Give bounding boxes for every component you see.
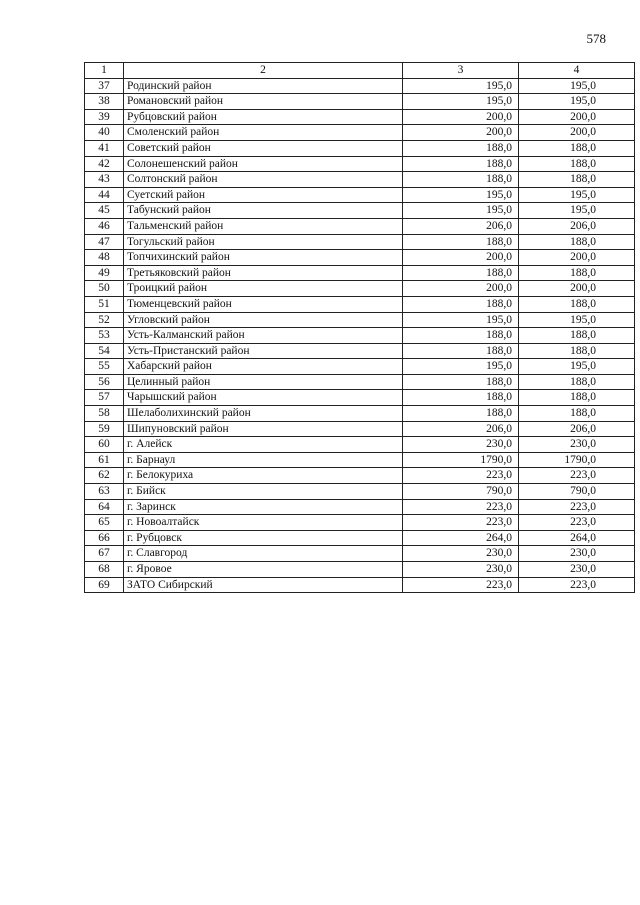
row-number-cell: 52: [85, 312, 124, 328]
value-col-3-cell: 188,0: [403, 140, 519, 156]
value-col-3-cell: 200,0: [403, 109, 519, 125]
row-number-cell: 44: [85, 187, 124, 203]
header-col-4: 4: [519, 63, 635, 79]
row-number-cell: 51: [85, 296, 124, 312]
district-name-cell: Солонешенский район: [124, 156, 403, 172]
table-body: [85, 78, 635, 593]
value-col-3-cell: 188,0: [403, 234, 519, 250]
value-col-3-cell: 188,0: [403, 296, 519, 312]
row-number-cell: 48: [85, 250, 124, 266]
row-number-cell: 64: [85, 499, 124, 515]
district-name-cell: г. Заринск: [124, 499, 403, 515]
district-name-cell: Тюменцевский район: [124, 296, 403, 312]
table-row: [85, 343, 635, 359]
value-col-3-cell: 188,0: [403, 374, 519, 390]
value-col-3-cell: 206,0: [403, 421, 519, 437]
value-col-3-cell: 188,0: [403, 406, 519, 422]
value-col-4-cell: 223,0: [519, 577, 635, 593]
value-col-4-cell: 188,0: [519, 172, 635, 188]
value-col-4-cell: 195,0: [519, 94, 635, 110]
district-name-cell: Целинный район: [124, 374, 403, 390]
table-row: [85, 530, 635, 546]
district-name-cell: Шелаболихинский район: [124, 406, 403, 422]
row-number-cell: 38: [85, 94, 124, 110]
table-row: [85, 281, 635, 297]
district-name-cell: Третьяковский район: [124, 265, 403, 281]
district-name-cell: Хабарский район: [124, 359, 403, 375]
district-name-cell: г. Барнаул: [124, 452, 403, 468]
row-number-cell: 40: [85, 125, 124, 141]
header-col-1: 1: [85, 63, 124, 79]
table-row: [85, 94, 635, 110]
row-number-cell: 60: [85, 437, 124, 453]
district-name-cell: г. Алейск: [124, 437, 403, 453]
value-col-3-cell: 188,0: [403, 172, 519, 188]
table-row: [85, 484, 635, 500]
table-row: [85, 109, 635, 125]
value-col-4-cell: 230,0: [519, 562, 635, 578]
district-name-cell: г. Рубцовск: [124, 530, 403, 546]
row-number-cell: 54: [85, 343, 124, 359]
row-number-cell: 61: [85, 452, 124, 468]
table-row: [85, 562, 635, 578]
district-name-cell: Рубцовский район: [124, 109, 403, 125]
value-col-4-cell: 200,0: [519, 281, 635, 297]
value-col-4-cell: 188,0: [519, 296, 635, 312]
table-row: [85, 312, 635, 328]
value-col-3-cell: 223,0: [403, 515, 519, 531]
value-col-3-cell: 223,0: [403, 499, 519, 515]
row-number-cell: 63: [85, 484, 124, 500]
value-col-4-cell: 188,0: [519, 156, 635, 172]
district-name-cell: Троицкий район: [124, 281, 403, 297]
district-name-cell: Усть-Калманский район: [124, 328, 403, 344]
value-col-3-cell: 200,0: [403, 281, 519, 297]
row-number-cell: 39: [85, 109, 124, 125]
value-col-4-cell: 188,0: [519, 343, 635, 359]
value-col-4-cell: 200,0: [519, 109, 635, 125]
value-col-4-cell: 223,0: [519, 515, 635, 531]
table-row: [85, 250, 635, 266]
value-col-4-cell: 195,0: [519, 78, 635, 94]
district-name-cell: ЗАТО Сибирский: [124, 577, 403, 593]
table-row: [85, 577, 635, 593]
value-col-4-cell: 188,0: [519, 140, 635, 156]
value-col-4-cell: 188,0: [519, 390, 635, 406]
value-col-4-cell: 206,0: [519, 218, 635, 234]
district-name-cell: Романовский район: [124, 94, 403, 110]
value-col-3-cell: 230,0: [403, 562, 519, 578]
header-col-3: 3: [403, 63, 519, 79]
table-row: [85, 125, 635, 141]
table-row: [85, 390, 635, 406]
district-name-cell: Шипуновский район: [124, 421, 403, 437]
table-row: [85, 140, 635, 156]
row-number-cell: 58: [85, 406, 124, 422]
value-col-3-cell: 188,0: [403, 390, 519, 406]
value-col-4-cell: 264,0: [519, 530, 635, 546]
value-col-4-cell: 188,0: [519, 406, 635, 422]
value-col-4-cell: 790,0: [519, 484, 635, 500]
row-number-cell: 59: [85, 421, 124, 437]
value-col-4-cell: 188,0: [519, 374, 635, 390]
table-row: [85, 452, 635, 468]
row-number-cell: 62: [85, 468, 124, 484]
value-col-3-cell: 264,0: [403, 530, 519, 546]
value-col-3-cell: 200,0: [403, 125, 519, 141]
value-col-4-cell: 230,0: [519, 546, 635, 562]
table-header: [85, 63, 635, 79]
value-col-3-cell: 230,0: [403, 546, 519, 562]
district-name-cell: Табунский район: [124, 203, 403, 219]
value-col-3-cell: 206,0: [403, 218, 519, 234]
district-name-cell: г. Белокуриха: [124, 468, 403, 484]
value-col-3-cell: 195,0: [403, 203, 519, 219]
table-row: [85, 218, 635, 234]
table-row: [85, 203, 635, 219]
data-table: [84, 62, 635, 593]
district-name-cell: Чарышский район: [124, 390, 403, 406]
value-col-3-cell: 195,0: [403, 187, 519, 203]
table-row: [85, 499, 635, 515]
row-number-cell: 45: [85, 203, 124, 219]
district-name-cell: г. Новоалтайск: [124, 515, 403, 531]
table-row: [85, 515, 635, 531]
value-col-4-cell: 195,0: [519, 187, 635, 203]
value-col-4-cell: 188,0: [519, 234, 635, 250]
table-row: [85, 296, 635, 312]
value-col-4-cell: 195,0: [519, 359, 635, 375]
value-col-4-cell: 195,0: [519, 312, 635, 328]
district-name-cell: Угловский район: [124, 312, 403, 328]
row-number-cell: 41: [85, 140, 124, 156]
value-col-3-cell: 790,0: [403, 484, 519, 500]
page-number: 578: [586, 31, 606, 46]
district-name-cell: Усть-Пристанский район: [124, 343, 403, 359]
table-row: [85, 374, 635, 390]
value-col-4-cell: 200,0: [519, 250, 635, 266]
value-col-4-cell: 195,0: [519, 203, 635, 219]
district-name-cell: Тальменский район: [124, 218, 403, 234]
district-name-cell: Тогульский район: [124, 234, 403, 250]
value-col-3-cell: 188,0: [403, 156, 519, 172]
value-col-3-cell: 195,0: [403, 359, 519, 375]
row-number-cell: 43: [85, 172, 124, 188]
value-col-4-cell: 200,0: [519, 125, 635, 141]
row-number-cell: 50: [85, 281, 124, 297]
value-col-3-cell: 195,0: [403, 312, 519, 328]
value-col-3-cell: 230,0: [403, 437, 519, 453]
row-number-cell: 56: [85, 374, 124, 390]
row-number-cell: 46: [85, 218, 124, 234]
row-number-cell: 49: [85, 265, 124, 281]
value-col-4-cell: 1790,0: [519, 452, 635, 468]
district-name-cell: Советский район: [124, 140, 403, 156]
row-number-cell: 67: [85, 546, 124, 562]
value-col-4-cell: 223,0: [519, 499, 635, 515]
row-number-cell: 66: [85, 530, 124, 546]
district-name-cell: Родинский район: [124, 78, 403, 94]
value-col-4-cell: 188,0: [519, 265, 635, 281]
value-col-3-cell: 223,0: [403, 468, 519, 484]
row-number-cell: 53: [85, 328, 124, 344]
value-col-4-cell: 223,0: [519, 468, 635, 484]
header-row: [85, 63, 635, 79]
district-name-cell: г. Бийск: [124, 484, 403, 500]
value-col-3-cell: 188,0: [403, 343, 519, 359]
table-row: [85, 468, 635, 484]
header-col-2: 2: [124, 63, 403, 79]
value-col-3-cell: 195,0: [403, 78, 519, 94]
table-row: [85, 359, 635, 375]
value-col-4-cell: 206,0: [519, 421, 635, 437]
row-number-cell: 47: [85, 234, 124, 250]
table-row: [85, 421, 635, 437]
district-name-cell: Солтонский район: [124, 172, 403, 188]
row-number-cell: 69: [85, 577, 124, 593]
table-row: [85, 78, 635, 94]
district-name-cell: Смоленский район: [124, 125, 403, 141]
district-name-cell: г. Славгород: [124, 546, 403, 562]
table-row: [85, 172, 635, 188]
value-col-3-cell: 223,0: [403, 577, 519, 593]
row-number-cell: 55: [85, 359, 124, 375]
table-row: [85, 187, 635, 203]
value-col-3-cell: 200,0: [403, 250, 519, 266]
district-name-cell: Топчихинский район: [124, 250, 403, 266]
table-row: [85, 406, 635, 422]
value-col-3-cell: 195,0: [403, 94, 519, 110]
row-number-cell: 68: [85, 562, 124, 578]
table-row: [85, 234, 635, 250]
value-col-3-cell: 188,0: [403, 328, 519, 344]
value-col-4-cell: 188,0: [519, 328, 635, 344]
district-name-cell: Суетский район: [124, 187, 403, 203]
row-number-cell: 57: [85, 390, 124, 406]
value-col-4-cell: 230,0: [519, 437, 635, 453]
row-number-cell: 65: [85, 515, 124, 531]
row-number-cell: 37: [85, 78, 124, 94]
table-row: [85, 265, 635, 281]
table-row: [85, 437, 635, 453]
table-row: [85, 328, 635, 344]
value-col-3-cell: 1790,0: [403, 452, 519, 468]
value-col-3-cell: 188,0: [403, 265, 519, 281]
district-name-cell: г. Яровое: [124, 562, 403, 578]
row-number-cell: 42: [85, 156, 124, 172]
table-row: [85, 156, 635, 172]
table-row: [85, 546, 635, 562]
